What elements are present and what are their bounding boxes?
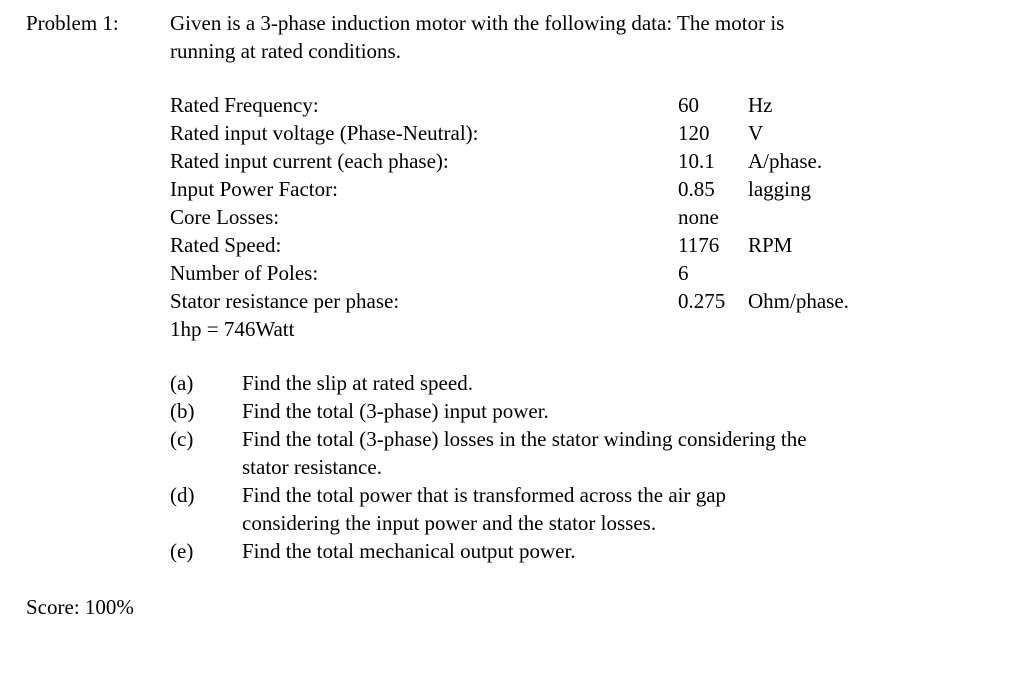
task-tag: (e) [170,539,194,563]
data-row-rated-current [170,147,930,175]
data-unit: Hz [748,93,773,117]
score-label: Score: 100% [26,595,134,619]
data-value: 10.1 [678,149,715,173]
task-line: stator resistance. [242,455,382,479]
task-item-e [170,537,970,565]
data-label: Number of Poles: [170,261,319,285]
task-text [242,425,970,481]
task-item-c [170,425,970,481]
task-list [170,369,970,565]
task-item-d [170,481,970,537]
data-label: Rated input voltage (Phase-Neutral): [170,121,479,145]
data-label: Core Losses: [170,205,280,229]
data-unit: Ohm/phase. [748,289,849,313]
task-line: Find the total (3-phase) input power. [242,399,549,423]
task-tag: (d) [170,483,195,507]
data-label: Rated Speed: [170,233,282,257]
data-row-hp-conversion [170,315,930,343]
data-value: 0.275 [678,289,726,313]
task-text [242,481,970,537]
data-row-number-of-poles [170,259,930,287]
task-line: Find the total mechanical output power. [242,539,576,563]
data-unit: RPM [748,233,793,257]
task-text [242,397,970,425]
task-line: Find the total (3-phase) losses in the stator winding considering the [242,427,807,451]
data-label: Rated Frequency: [170,93,319,117]
data-value: 1176 [678,233,720,257]
task-line: Find the total power that is transformed across the air gap [242,483,727,507]
data-unit: A/phase. [748,149,823,173]
intro-line: running at rated conditions. [170,39,401,63]
data-value: 6 [678,261,689,285]
data-row-core-losses [170,203,930,231]
task-tag: (a) [170,371,194,395]
data-row-power-factor [170,175,930,203]
task-text [242,537,970,565]
data-row-rated-voltage [170,119,930,147]
data-row-rated-frequency [170,91,930,119]
problem-label: Problem 1: [26,11,119,35]
motor-data-table [170,91,930,343]
data-label: Stator resistance per phase: [170,289,400,313]
data-row-rated-speed [170,231,930,259]
task-item-a [170,369,970,397]
task-tag: (b) [170,399,195,423]
data-label: Input Power Factor: [170,177,338,201]
data-value: 60 [678,93,699,117]
task-line: Find the slip at rated speed. [242,371,473,395]
data-value: 120 [678,121,710,145]
data-value: none [678,205,719,229]
data-label: Rated input current (each phase): [170,149,449,173]
data-unit: lagging [748,177,811,201]
data-row-stator-resistance [170,287,930,315]
data-value: 0.85 [678,177,715,201]
task-tag: (c) [170,427,194,451]
intro-line: Given is a 3-phase induction motor with the following data: The motor is [170,11,785,35]
data-label: 1hp = 746Watt [170,317,295,341]
task-item-b [170,397,970,425]
task-line: considering the input power and the stator losses. [242,511,657,535]
task-text [242,369,970,397]
problem-intro [170,9,930,65]
data-unit: V [748,121,764,145]
